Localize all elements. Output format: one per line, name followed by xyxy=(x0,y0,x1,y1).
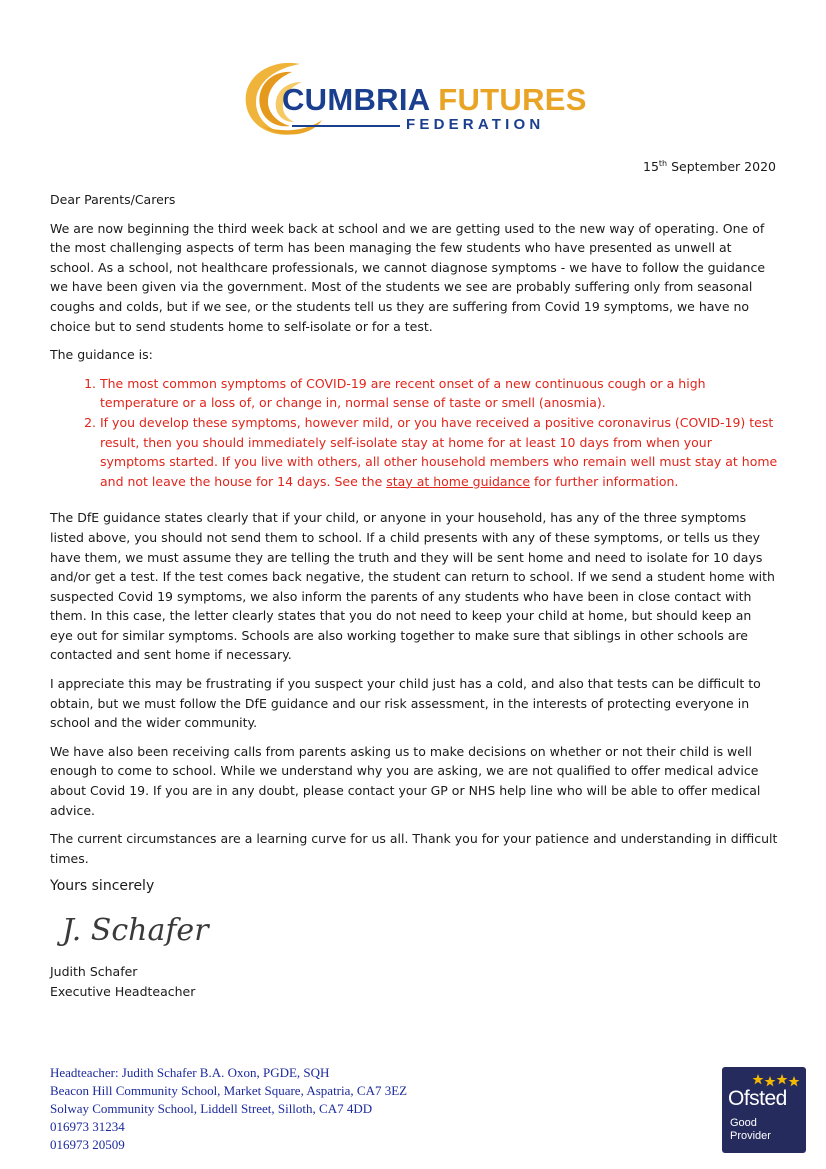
date-suffix: th xyxy=(658,159,668,168)
guidance-list xyxy=(50,374,778,492)
logo-tagline: FEDERATION xyxy=(406,116,545,133)
paragraph-intro: We are now beginning the third week back at school and we are getting used to the new way of operating. One of the most challenging aspects of term has been managing the few students who have presented as unwell at school. As a school, not healthcare professionals, we cannot diagnose symptoms - we have to follow the guidance we have been given via the government. Most of the students we see are probably suffering only from seasonal coughs and colds, but if we see, or the students tell us they are suffering from Covid 19 symptoms, we have no choice but to send students home to self-isolate or for a test. xyxy=(50,220,766,334)
letter-body xyxy=(50,190,778,1002)
footer-phone-1: 016973 31234 xyxy=(50,1119,125,1134)
salutation: Dear Parents/Carers xyxy=(50,192,176,207)
guidance-item-2 xyxy=(100,413,778,491)
federation-logo xyxy=(232,56,587,140)
logo-name-part1: CUMBRIA xyxy=(282,82,430,117)
logo-divider xyxy=(292,125,400,127)
ofsted-badge xyxy=(722,1067,806,1153)
footer-address-beacon-hill: Beacon Hill Community School, Market Square, Aspatria, CA7 3EZ xyxy=(50,1083,408,1098)
signature xyxy=(54,906,244,956)
paragraph-thanks: The current circumstances are a learning curve for us all. Thank you for your patience and understanding in difficult times. xyxy=(50,831,778,866)
ofsted-rating xyxy=(730,1117,771,1143)
date-rest: September 2020 xyxy=(671,159,776,175)
ofsted-rating-line1: Good xyxy=(730,1117,757,1129)
letter-date xyxy=(643,159,776,174)
signer-title: Executive Headteacher xyxy=(50,984,196,999)
footer-contact xyxy=(50,1064,407,1154)
paragraph-appreciation: I appreciate this may be frustrating if you suspect your child just has a cold, and also that tests can be difficult to obtain, but we must follow the DfE guidance and our risk assessment, in the interests of protecting everyone in school and the wider community. xyxy=(50,676,761,731)
closing: Yours sincerely xyxy=(50,878,155,895)
signer-name: Judith Schafer xyxy=(50,964,138,979)
paragraph-dfe-guidance: The DfE guidance states clearly that if your child, or anyone in your household, has any of the three symptoms listed above, you should not send them to school. If a child presents with any of these symptoms, or tells us they have them, we must assume they are telling the truth and they will be sent home and need to isolate for 10 days and/or get a test. If the test comes back negative, the student can return to school. If we send a student home with suspected Covid 19 symptoms, we also inform the parents of any students who have been in close contact with them. In this case, the letter clearly states that you do not need to keep your child at home, but should keep an eye out for similar symptoms. Schools are also working together to make sure that siblings in other schools are contacted and sent home if necessary. xyxy=(50,510,775,663)
signature-text: J. Schafer xyxy=(62,913,209,948)
ofsted-rating-line2: Provider xyxy=(730,1130,771,1142)
guidance-item-2-text: If you develop these symptoms, however mild, or you have received a positive coronavirus (COVID-19) test result, then you should immediately self-isolate stay at home for at least 10 days from when your symptoms started. If you live with others, all other household members who remain well must stay at home and not leave the house for 14 days. See the xyxy=(100,414,778,489)
logo-name-part2: FUTURES xyxy=(438,82,587,117)
footer-headteacher: Headteacher: Judith Schafer B.A. Oxon, PGDE, SQH xyxy=(50,1065,330,1080)
ofsted-name: Ofsted xyxy=(728,1087,787,1110)
footer-address-solway: Solway Community School, Liddell Street, Silloth, CA7 4DD xyxy=(50,1101,373,1116)
date-day: 15 xyxy=(643,159,659,175)
signer-block xyxy=(50,962,778,1002)
guidance-intro: The guidance is: xyxy=(50,347,153,363)
footer-phone-2: 016973 20509 xyxy=(50,1137,125,1152)
guidance-item-2-tail: for further information. xyxy=(530,473,679,489)
stay-at-home-guidance-link[interactable]: stay at home guidance xyxy=(386,473,531,489)
paragraph-medical-advice: We have also been receiving calls from parents asking us to make decisions on whether or not their child is well enough to come to school. While we understand why you are asking, we are not qualified to offer medical advice about Covid 19. If you are in any doubt, please contact your GP or NHS help line who will be able to offer medical advice. xyxy=(50,743,761,818)
guidance-item-1: 1. The most common symptoms of COVID-19 are recent onset of a new continuous cough or a high temperature or a loss of, or change in, normal sense of taste or smell (anosmia). xyxy=(100,374,778,413)
